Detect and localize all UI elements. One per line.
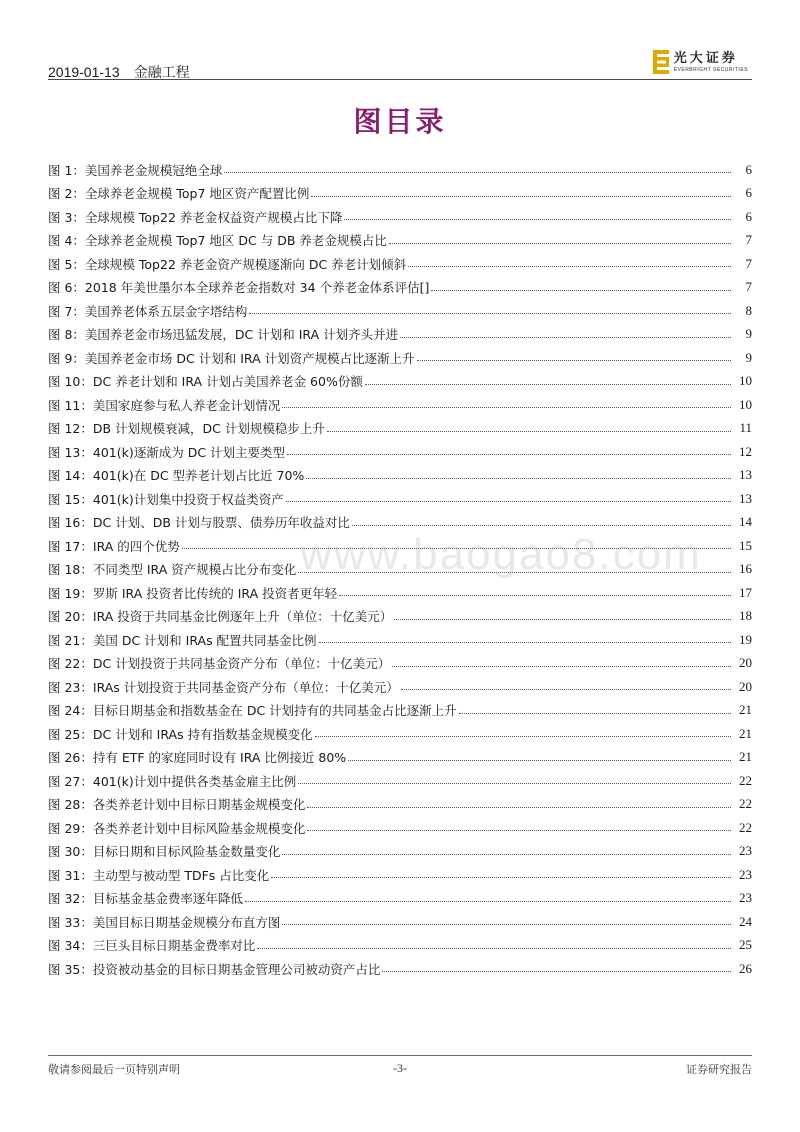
toc-entry-label: 图 26：持有 ETF 的家庭同时设有 IRA 比例接近 80% (48, 750, 347, 766)
toc-entry-label: 图 17：IRA 的四个优势 (48, 538, 180, 554)
toc-entry-page: 21 (739, 725, 752, 741)
toc-entry-label: 图 13：401(k)逐渐成为 DC 计划主要类型 (48, 444, 286, 460)
toc-entry-page: 8 (745, 302, 752, 318)
toc-dot-leader (245, 901, 731, 902)
toc-dot-leader (298, 572, 731, 573)
toc-entry-label: 图 9：美国养老金市场 DC 计划和 IRA 计划资产规模占比逐渐上升 (48, 350, 415, 366)
toc-entry[interactable] (48, 299, 752, 323)
header-section: 金融工程 (133, 64, 190, 80)
toc-entry-label: 图 32：目标基金基金费率逐年降低 (48, 891, 243, 907)
toc-entry[interactable] (48, 957, 752, 981)
toc-dot-leader (408, 266, 731, 267)
toc-dot-leader (459, 713, 731, 714)
everbright-logo-icon (653, 50, 669, 74)
toc-entry[interactable] (48, 746, 752, 770)
toc-entry[interactable] (48, 652, 752, 676)
toc-entry-page: 17 (739, 584, 752, 600)
toc-dot-leader (282, 924, 731, 925)
toc-entry[interactable] (48, 863, 752, 887)
toc-dot-leader (327, 431, 731, 432)
page-header (48, 48, 752, 80)
toc-entry-page: 21 (739, 702, 752, 718)
toc-dot-leader (286, 501, 731, 502)
toc-entry-label: 图 20：IRA 投资于共同基金比例逐年上升（单位：十亿美元） (48, 609, 393, 625)
toc-entry-page: 6 (745, 208, 752, 224)
toc-entry[interactable] (48, 793, 752, 817)
toc-dot-leader (365, 384, 731, 385)
toc-dot-leader (307, 830, 731, 831)
toc-entry-label: 图 27：401(k)计划中提供各类基金雇主比例 (48, 773, 297, 789)
toc-entry-label: 图 29：各类养老计划中目标风险基金规模变化 (48, 820, 306, 836)
toc-entry-label: 图 5：全球规模 Top22 养老金资产规模逐渐向 DC 养老计划倾斜 (48, 256, 407, 272)
toc-entry-page: 9 (745, 349, 752, 365)
toc-entry[interactable] (48, 628, 752, 652)
toc-entry[interactable] (48, 182, 752, 206)
toc-dot-leader (182, 548, 731, 549)
toc-entry[interactable] (48, 346, 752, 370)
toc-entry-page: 22 (739, 796, 752, 812)
toc-entry[interactable] (48, 276, 752, 300)
toc-entry-label: 图 11：美国家庭参与私人养老金计划情况 (48, 397, 281, 413)
toc-entry-page: 11 (739, 420, 752, 436)
toc-entry[interactable] (48, 370, 752, 394)
toc-dot-leader (348, 760, 731, 761)
toc-dot-leader (307, 807, 731, 808)
toc-entry-label: 图 1：美国养老金规模冠绝全球 (48, 162, 223, 178)
page-number: -3- (393, 1061, 407, 1075)
watermark: www.baogao8.com (300, 530, 702, 579)
toc-dot-leader (382, 971, 731, 972)
toc-entry[interactable] (48, 887, 752, 911)
toc-entry-label: 图 16：DC 计划、DB 计划与股票、债券历年收益对比 (48, 515, 350, 531)
toc-entry-label: 图 19：罗斯 IRA 投资者比传统的 IRA 投资者更年轻 (48, 585, 338, 601)
toc-entry-page: 18 (739, 608, 752, 624)
toc-entry-label: 图 18：不同类型 IRA 资产规模占比分布变化 (48, 562, 297, 578)
toc-entry-page: 22 (739, 819, 752, 835)
toc-entry-page: 24 (739, 913, 752, 929)
toc-entry[interactable] (48, 675, 752, 699)
toc-entry-label: 图 7：美国养老体系五层金字塔结构 (48, 303, 248, 319)
toc-entry[interactable] (48, 769, 752, 793)
header-date: 2019-01-13 (48, 64, 120, 80)
toc-entry[interactable] (48, 511, 752, 535)
toc-entry[interactable] (48, 464, 752, 488)
logo-name-en: EVERBRIGHT SECURITIES (673, 66, 748, 73)
toc-dot-leader (401, 689, 731, 690)
toc-entry-page: 25 (739, 937, 752, 953)
toc-entry-page: 21 (739, 749, 752, 765)
toc-entry-label: 图 21：美国 DC 计划和 IRAs 配置共同基金比例 (48, 632, 317, 648)
toc-entry-page: 16 (739, 561, 752, 577)
toc-entry[interactable] (48, 722, 752, 746)
toc-entry-label: 图 3：全球规模 Top22 养老金权益资产规模占比下降 (48, 209, 343, 225)
logo-text (674, 51, 748, 74)
toc-entry-page: 23 (739, 890, 752, 906)
toc-entry-label: 图 24：目标日期基金和指数基金在 DC 计划持有的共同基金占比逐渐上升 (48, 703, 457, 719)
toc-entry-page: 9 (745, 326, 752, 342)
toc-dot-leader (400, 337, 731, 338)
toc-entry-page: 13 (739, 490, 752, 506)
toc-entry-label: 图 28：各类养老计划中目标日期基金规模变化 (48, 797, 306, 813)
toc-entry-page: 10 (739, 396, 752, 412)
toc-entry-page: 13 (739, 467, 752, 483)
toc-entry[interactable] (48, 205, 752, 229)
toc-entry-page: 23 (739, 866, 752, 882)
toc-entry-page: 6 (745, 185, 752, 201)
toc-entry-page: 20 (739, 678, 752, 694)
toc-dot-leader (311, 196, 731, 197)
toc-dot-leader (306, 478, 731, 479)
toc-dot-leader (389, 243, 731, 244)
toc-dot-leader (392, 666, 731, 667)
toc-entry[interactable] (48, 699, 752, 723)
toc-entry-page: 14 (739, 514, 752, 530)
toc-entry[interactable] (48, 558, 752, 582)
toc-entry[interactable] (48, 910, 752, 934)
toc-dot-leader (249, 313, 731, 314)
toc-entry-page: 10 (739, 373, 752, 389)
toc-entry-label: 图 8：美国养老金市场迅猛发展，DC 计划和 IRA 计划齐头并进 (48, 327, 399, 343)
toc-entry-page: 6 (745, 161, 752, 177)
toc-entry-label: 图 15：401(k)计划集中投资于权益类资产 (48, 491, 284, 507)
toc-entry[interactable] (48, 487, 752, 511)
toc-entry-label: 图 31：主动型与被动型 TDFs 占比变化 (48, 867, 270, 883)
toc-dot-leader (282, 854, 731, 855)
toc-dot-leader (224, 172, 731, 173)
toc-entry[interactable] (48, 323, 752, 347)
toc-dot-leader (287, 454, 731, 455)
toc-entry-page: 15 (739, 537, 752, 553)
page-title: 图目录 (353, 105, 447, 138)
toc-dot-leader (394, 619, 731, 620)
toc-entry-label: 图 2：全球养老金规模 Top7 地区资产配置比例 (48, 186, 310, 202)
toc-dot-leader (282, 407, 731, 408)
toc-entry[interactable] (48, 840, 752, 864)
toc-dot-leader (298, 783, 731, 784)
toc-entry[interactable] (48, 934, 752, 958)
figure-toc-list (48, 158, 752, 981)
toc-entry-page: 12 (739, 443, 752, 459)
toc-dot-leader (315, 736, 731, 737)
toc-dot-leader (271, 877, 731, 878)
toc-entry-page: 7 (745, 255, 752, 271)
toc-entry[interactable] (48, 229, 752, 253)
brand-logo (653, 50, 748, 74)
toc-entry-label: 图 12：DB 计划规模衰减，DC 计划规模稳步上升 (48, 421, 325, 437)
toc-entry[interactable] (48, 158, 752, 182)
header-divider (48, 79, 752, 80)
toc-entry-label: 图 22：DC 计划投资于共同基金资产分布（单位：十亿美元） (48, 656, 391, 672)
toc-entry[interactable] (48, 581, 752, 605)
footer-report-type: 证券研究报告 (686, 1063, 752, 1076)
toc-entry-page: 19 (739, 631, 752, 647)
toc-entry[interactable] (48, 534, 752, 558)
toc-entry-page: 23 (739, 843, 752, 859)
toc-entry[interactable] (48, 252, 752, 276)
toc-entry-label: 图 10：DC 养老计划和 IRA 计划占美国养老金 60%份额 (48, 374, 363, 390)
footer-disclaimer: 敬请参阅最后一页特别声明 (48, 1063, 180, 1076)
toc-entry-page: 22 (739, 772, 752, 788)
toc-dot-leader (339, 595, 731, 596)
toc-entry[interactable] (48, 605, 752, 629)
toc-dot-leader (257, 948, 731, 949)
toc-entry-label: 图 35：投资被动基金的目标日期基金管理公司被动资产占比 (48, 961, 381, 977)
logo-name-cn: 光大证券 (673, 50, 738, 66)
toc-entry-label: 图 6：2018 年美世墨尔本全球养老金指数对 34 个养老金体系评估[] (48, 280, 430, 296)
toc-entry-label: 图 34：三巨头目标日期基金费率对比 (48, 938, 256, 954)
toc-dot-leader (417, 360, 731, 361)
toc-entry-label: 图 25：DC 计划和 IRAs 持有指数基金规模变化 (48, 726, 313, 742)
toc-entry[interactable] (48, 417, 752, 441)
toc-entry-label: 图 23：IRAs 计划投资于共同基金资产分布（单位：十亿美元） (48, 679, 399, 695)
toc-dot-leader (344, 219, 731, 220)
toc-entry-page: 20 (739, 655, 752, 671)
toc-entry-label: 图 33：美国目标日期基金规模分布直方图 (48, 914, 281, 930)
toc-entry-label: 图 30：目标日期和目标风险基金数量变化 (48, 844, 281, 860)
toc-entry[interactable] (48, 440, 752, 464)
toc-dot-leader (431, 290, 731, 291)
toc-entry-page: 26 (739, 960, 752, 976)
toc-entry-label: 图 14：401(k)在 DC 型养老计划占比近 70% (48, 468, 305, 484)
footer-divider (48, 1055, 752, 1056)
toc-entry-page: 7 (745, 232, 752, 248)
toc-dot-leader (319, 642, 731, 643)
toc-entry[interactable] (48, 393, 752, 417)
toc-entry-page: 7 (745, 279, 752, 295)
toc-entry-label: 图 4：全球养老金规模 Top7 地区 DC 与 DB 养老金规模占比 (48, 233, 387, 249)
toc-entry[interactable] (48, 816, 752, 840)
toc-dot-leader (352, 525, 731, 526)
